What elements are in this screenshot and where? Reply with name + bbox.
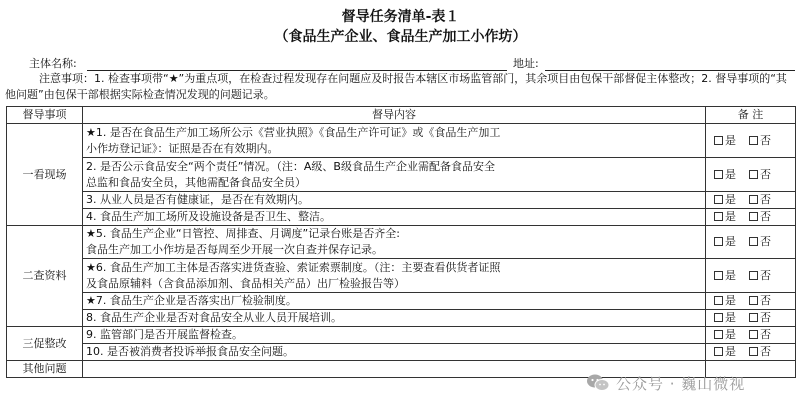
note-cell: [706, 209, 796, 226]
item-cell: [83, 310, 706, 327]
option-yes[interactable]: [714, 327, 736, 343]
item-cell: [83, 259, 706, 293]
item-text-line: 及食品原辅料（含食品添加剂、食品相关产品）出厂检验报告等）: [86, 276, 405, 290]
checkbox-icon[interactable]: [749, 330, 758, 339]
item-cell: [83, 344, 706, 361]
subject-name-label: 主体名称:: [29, 57, 77, 70]
checkbox-icon[interactable]: [714, 237, 723, 246]
checkbox-icon[interactable]: [749, 271, 758, 280]
checkbox-icon[interactable]: [749, 170, 758, 179]
item-cell: [83, 124, 706, 158]
item-cell: [83, 226, 706, 259]
option-label: 否: [760, 268, 771, 282]
option-no[interactable]: [749, 293, 771, 309]
item-text-line: ★1. 是否在食品生产加工场所公示《营业执照》《食品生产许可证》或《食品生产加工: [86, 125, 501, 139]
checkbox-icon[interactable]: [714, 195, 723, 204]
item-text-line: 4. 食品生产加工场所及设施设备是否卫生、整洁。: [86, 210, 331, 223]
checkbox-icon[interactable]: [714, 313, 723, 322]
option-yes[interactable]: [714, 209, 736, 225]
address-label: 地址:: [513, 57, 539, 70]
option-label: 是: [725, 268, 736, 282]
option-label: 否: [760, 235, 771, 248]
option-label: 是: [725, 210, 736, 223]
table-row: [7, 209, 796, 226]
checkbox-icon[interactable]: [714, 212, 723, 221]
table-row: [7, 226, 796, 259]
doc-subtitle: （食品生产企业、食品生产加工小作坊）: [274, 29, 527, 45]
checkbox-icon[interactable]: [714, 347, 723, 356]
checkbox-icon[interactable]: [749, 212, 758, 221]
category-cell: 其他问题: [7, 361, 83, 378]
header-category: 督导事项: [7, 107, 83, 124]
note-cell: [706, 192, 796, 209]
option-label: 否: [760, 311, 771, 324]
option-no[interactable]: [749, 133, 771, 149]
note-cell: [706, 158, 796, 192]
checkbox-icon[interactable]: [714, 136, 723, 145]
item-text-line: ★5. 食品生产企业“日管控、周排查、月调度”记录台账是否齐全:: [86, 227, 400, 240]
item-text-line: 10. 是否被消费者投诉举报食品安全问题。: [86, 345, 294, 358]
item-text-line: 食品生产加工小作坊是否每周至少开展一次自查并保存记录。: [86, 243, 383, 256]
category-cell: 二查资料: [7, 226, 83, 327]
option-label: 是: [725, 193, 736, 206]
option-label: 是: [725, 328, 736, 341]
option-label: 否: [760, 294, 771, 307]
item-text-line: ★7. 食品生产企业是否落实出厂检验制度。: [86, 294, 297, 307]
notes-text: 注意事项：1. 检查事项带“★”为重点项，在检查过程发现存在问题应及时报告本辖区市场监管部门，其余项目由包保干部督促主体整改；2. 督导事项的“其他问题”由包保干部根据实际检查情况发现的问题记录。: [5, 72, 787, 101]
option-yes[interactable]: [714, 234, 736, 250]
option-no[interactable]: [749, 344, 771, 360]
option-no[interactable]: [749, 327, 771, 343]
category-cell: 三促整改: [7, 327, 83, 361]
table-row: [7, 192, 796, 209]
checklist-table: [6, 106, 796, 378]
table-row: [7, 310, 796, 327]
item-text-line: ★6. 食品生产加工主体是否落实进货查验、索证索票制度。（注：主要查看供货者证照: [86, 260, 501, 274]
option-no[interactable]: [749, 268, 771, 284]
table-row: [7, 259, 796, 293]
table-row: [7, 293, 796, 310]
table-header-row: [7, 107, 796, 124]
option-label: 否: [760, 210, 771, 223]
checkbox-icon[interactable]: [714, 296, 723, 305]
note-cell: [706, 226, 796, 259]
option-label: 是: [725, 294, 736, 307]
checkbox-icon[interactable]: [749, 136, 758, 145]
item-cell: [83, 293, 706, 310]
item-cell: [83, 192, 706, 209]
option-no[interactable]: [749, 234, 771, 250]
category-cell: 一看现场: [7, 124, 83, 226]
header-content: 督导内容: [83, 107, 706, 124]
option-label: 否: [760, 193, 771, 206]
option-label: 否: [760, 328, 771, 341]
note-cell: [706, 293, 796, 310]
option-no[interactable]: [749, 167, 771, 183]
note-cell: [706, 259, 796, 293]
option-label: 是: [725, 167, 736, 181]
note-cell: [706, 344, 796, 361]
option-no[interactable]: [749, 192, 771, 208]
option-label: 否: [760, 167, 771, 181]
option-no[interactable]: [749, 310, 771, 326]
option-yes[interactable]: [714, 167, 736, 183]
table-row: [7, 327, 796, 344]
option-yes[interactable]: [714, 310, 736, 326]
watermark: [586, 371, 792, 395]
option-label: 否: [760, 345, 771, 358]
note-cell: [706, 124, 796, 158]
table-row: [7, 124, 796, 158]
checkbox-icon[interactable]: [749, 347, 758, 356]
checkbox-icon[interactable]: [749, 296, 758, 305]
doc-title: 督导任务清单-表１: [341, 9, 460, 25]
checkbox-icon[interactable]: [749, 195, 758, 204]
option-yes[interactable]: [714, 133, 736, 149]
option-no[interactable]: [749, 209, 771, 225]
item-text-line: 总监和食品安全员，其他需配备食品安全员）: [86, 175, 306, 189]
watermark-text: 公众号 · 巍山微视: [616, 375, 746, 393]
note-cell: [706, 310, 796, 327]
option-yes[interactable]: [714, 268, 736, 284]
note-cell: [706, 327, 796, 344]
checkbox-icon[interactable]: [749, 313, 758, 322]
option-label: 是: [725, 133, 736, 147]
table-row: [7, 344, 796, 361]
item-text-line: 2. 是否公示食品安全“两个责任”情况。（注：A级、B级食品生产企业需配备食品安全: [86, 159, 495, 173]
checkbox-icon[interactable]: [749, 237, 758, 246]
header-note: 备 注: [706, 107, 796, 124]
option-label: 是: [725, 235, 736, 248]
item-cell: [83, 327, 706, 344]
option-yes[interactable]: [714, 344, 736, 360]
wechat-icon: [586, 373, 610, 393]
checkbox-icon[interactable]: [714, 170, 723, 179]
subject-row: [29, 57, 795, 71]
option-yes[interactable]: [714, 192, 736, 208]
item-cell: [83, 209, 706, 226]
item-text-line: 9. 监管部门是否开展监督检查。: [86, 328, 243, 341]
option-label: 是: [725, 311, 736, 324]
option-yes[interactable]: [714, 293, 736, 309]
option-label: 否: [760, 133, 771, 147]
checkbox-icon[interactable]: [714, 271, 723, 280]
item-text-line: 3. 从业人员是否有健康证，是否在有效期内。: [86, 193, 309, 206]
option-label: 是: [725, 345, 736, 358]
item-text-line: 小作坊登记证》：证照是否在有效期内。: [86, 141, 279, 155]
checkbox-icon[interactable]: [714, 330, 723, 339]
item-cell: [83, 158, 706, 192]
table-row: [7, 158, 796, 192]
item-text-line: 8. 食品生产企业是否对食品安全从业人员开展培训。: [86, 311, 342, 324]
